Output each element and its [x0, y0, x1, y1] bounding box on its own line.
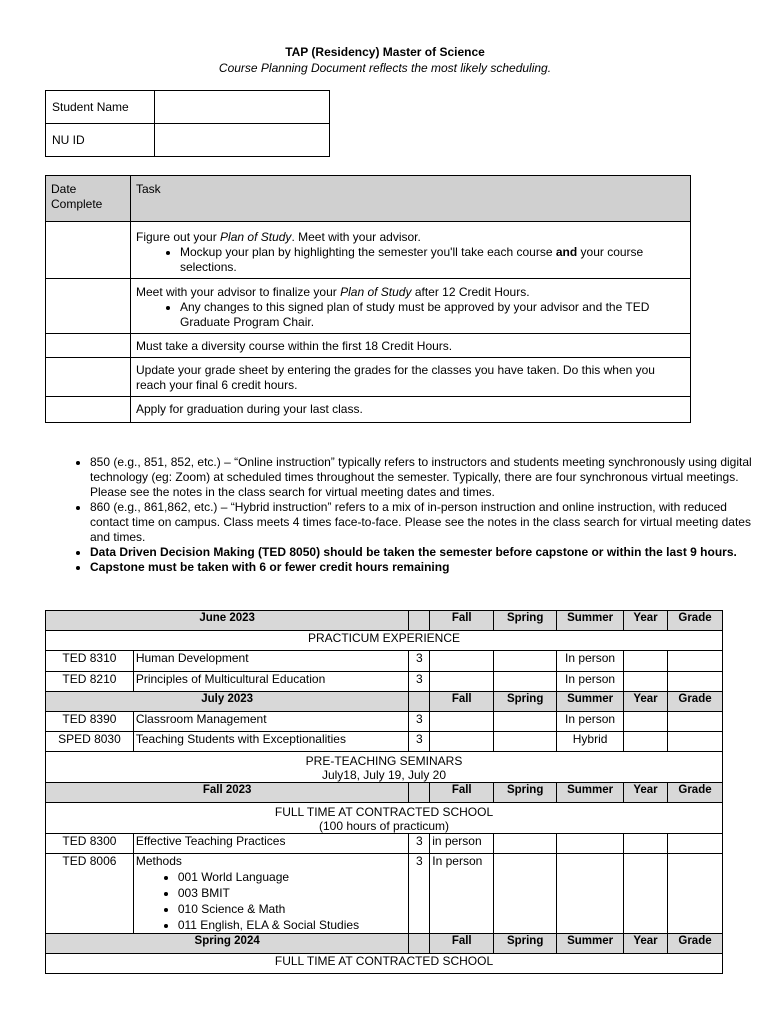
date-complete-header: Date Complete — [46, 176, 131, 222]
course-name: Classroom Management — [133, 712, 408, 732]
term-header-row: July 2023 Fall Spring Summer Year Grade — [46, 692, 723, 712]
table-row — [46, 672, 723, 692]
course-schedule-table — [45, 610, 723, 974]
date-complete-cell[interactable] — [46, 222, 131, 279]
course-code: TED 8210 — [46, 672, 134, 692]
task-cell: Apply for graduation during your last class. — [131, 397, 691, 423]
course-credits: 3 — [409, 732, 430, 752]
course-year-cell[interactable] — [624, 712, 668, 732]
course-year-cell[interactable] — [624, 834, 668, 854]
task-bullet: • Mockup your plan by highlighting the semester you'll take each course and your course selections. — [180, 245, 685, 275]
task-cell: Meet with your advisor to finalize your Plan of Study after 12 Credit Hours. • Any changes to this signed plan of study must be approved by your advisor and the TED Graduate Program Chair. — [131, 279, 691, 334]
term-label: July 2023 — [46, 692, 409, 712]
table-row — [46, 651, 723, 672]
note-capstone: • Capstone must be taken with 6 or fewer credit hours remaining — [90, 560, 762, 575]
table-row — [46, 834, 723, 854]
scheduling-notes — [48, 455, 762, 575]
task-header: Task — [131, 176, 691, 222]
nu-id-label: NU ID — [46, 124, 155, 157]
course-credits: 3 — [409, 672, 430, 692]
task-checklist-table — [45, 175, 691, 423]
course-fall: in person — [430, 834, 494, 854]
list-item: • 010 Science & Math — [178, 901, 406, 917]
table-row — [46, 854, 723, 934]
term-label: June 2023 — [46, 611, 409, 631]
task-bullet: • Any changes to this signed plan of study must be approved by your advisor and the TED Graduate Program Chair. — [180, 300, 685, 330]
date-complete-cell[interactable] — [46, 334, 131, 358]
course-name: Effective Teaching Practices — [133, 834, 408, 854]
course-summer: Hybrid — [557, 732, 624, 752]
note-hybrid: • 860 (e.g., 861,862, etc.) – “Hybrid instruction” refers to a mix of in-person instruction and online instruction, with reduced contact time on campus. Class meets 4 times face-to-face. Please see the notes in the class search for virtual meeting dates and times. — [90, 500, 762, 545]
task-cell: Must take a diversity course within the first 18 Credit Hours. — [131, 334, 691, 358]
course-name: Methods • 001 World Language • 003 BMIT • 010 Science & Math • 011 English, ELA & Social Studies — [133, 854, 408, 934]
course-code: TED 8310 — [46, 651, 134, 672]
table-row — [46, 732, 723, 752]
course-year-cell[interactable] — [624, 672, 668, 692]
course-code: TED 8006 — [46, 854, 134, 934]
course-code: TED 8300 — [46, 834, 134, 854]
course-grade-cell[interactable] — [668, 732, 723, 752]
list-item: • 001 World Language — [178, 869, 406, 885]
course-year-cell[interactable] — [624, 854, 668, 934]
course-credits: 3 — [409, 712, 430, 732]
document-subtitle: Course Planning Document reflects the most likely scheduling. — [218, 61, 552, 75]
list-item: • 011 English, ELA & Social Studies — [178, 917, 406, 933]
course-fall: In person — [430, 854, 494, 934]
course-name: Principles of Multicultural Education — [133, 672, 408, 692]
section-note: PRACTICUM EXPERIENCE — [46, 631, 723, 651]
col-spring: Spring — [494, 611, 557, 631]
course-grade-cell[interactable] — [668, 834, 723, 854]
task-cell: Figure out your Plan of Study. Meet with your advisor. • Mockup your plan by highlighting the semester you'll take each course and your course selections. — [131, 222, 691, 279]
course-grade-cell[interactable] — [668, 672, 723, 692]
course-credits: 3 — [409, 834, 430, 854]
section-note: FULL TIME AT CONTRACTED SCHOOL — [46, 954, 723, 974]
methods-options — [136, 869, 406, 933]
term-label: Spring 2024 — [46, 934, 409, 954]
list-item: • 003 BMIT — [178, 885, 406, 901]
col-grade: Grade — [668, 611, 723, 631]
note-data-driven: • Data Driven Decision Making (TED 8050) should be taken the semester before capstone or within the last 9 hours. — [90, 545, 762, 560]
student-info-table — [45, 90, 330, 157]
student-name-label: Student Name — [46, 91, 155, 124]
course-grade-cell[interactable] — [668, 854, 723, 934]
course-credits: 3 — [409, 651, 430, 672]
course-grade-cell[interactable] — [668, 712, 723, 732]
nu-id-field[interactable] — [155, 124, 330, 157]
course-year-cell[interactable] — [624, 732, 668, 752]
section-note: FULL TIME AT CONTRACTED SCHOOL (100 hours of practicum) — [46, 803, 723, 834]
course-grade-cell[interactable] — [668, 651, 723, 672]
table-row — [46, 712, 723, 732]
date-complete-cell[interactable] — [46, 279, 131, 334]
course-summer: In person — [557, 672, 624, 692]
col-fall: Fall — [430, 611, 494, 631]
term-header-row: Fall 2023 Fall Spring Summer Year Grade — [46, 783, 723, 803]
course-name: Teaching Students with Exceptionalities — [133, 732, 408, 752]
course-code: TED 8390 — [46, 712, 134, 732]
course-summer: In person — [557, 651, 624, 672]
term-label: Fall 2023 — [46, 783, 409, 803]
col-summer: Summer — [557, 611, 624, 631]
col-year: Year — [624, 611, 668, 631]
student-name-field[interactable] — [155, 91, 330, 124]
course-code: SPED 8030 — [46, 732, 134, 752]
date-complete-cell[interactable] — [46, 397, 131, 423]
date-complete-cell[interactable] — [46, 358, 131, 397]
note-online: • 850 (e.g., 851, 852, etc.) – “Online instruction” typically refers to instructors and students meeting synchronously using digital technology (eg: Zoom) at scheduled times throughout the semester. Typically, there are four synchronous virtual meetings. Please see the notes in the class search for virtual meeting dates and times. — [90, 455, 762, 500]
course-name: Human Development — [133, 651, 408, 672]
document-title: TAP (Residency) Master of Science — [285, 45, 485, 59]
course-year-cell[interactable] — [624, 651, 668, 672]
term-header-row — [46, 611, 723, 631]
course-credits: 3 — [409, 854, 430, 934]
section-note: PRE-TEACHING SEMINARS July18, July 19, July 20 — [46, 752, 723, 783]
task-cell: Update your grade sheet by entering the grades for the classes you have taken. Do this when you reach your final 6 credit hours. — [131, 358, 691, 397]
course-summer: In person — [557, 712, 624, 732]
term-header-row: Spring 2024 Fall Spring Summer Year Grade — [46, 934, 723, 954]
